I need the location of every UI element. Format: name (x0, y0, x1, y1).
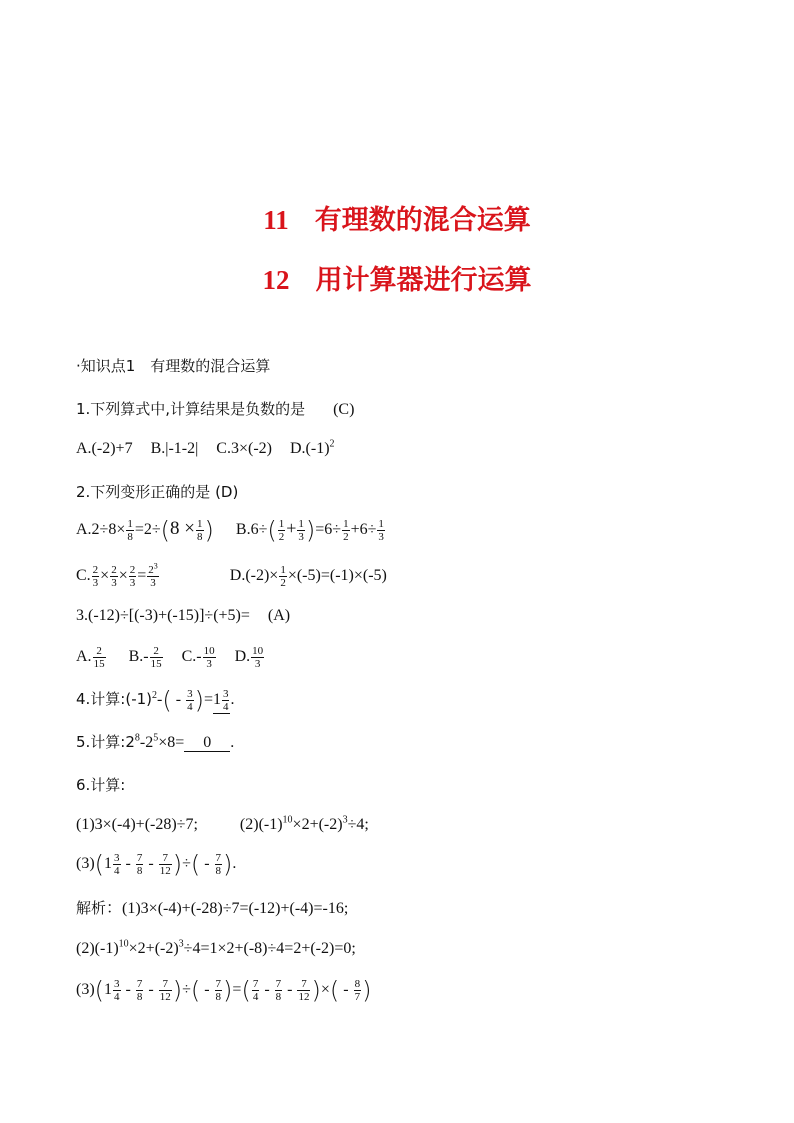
question-6-parts-1-2 (76, 815, 369, 835)
q2c-fraction-4: $\frac{2^3}{3}$ (148, 561, 158, 589)
question-1-options (76, 439, 335, 459)
solution-part-1: ：(1)3×(-4)+(-28)÷7=(-12)+(-4)=-16; (106, 900, 349, 917)
q2b-paren-left: ( (267, 516, 277, 545)
q4-part1: 4.计算:(-1) (76, 690, 153, 709)
q2c-fraction-1: $\frac{2}{3}$ (92, 564, 99, 589)
question-3-options (76, 645, 265, 670)
question-1 (76, 399, 354, 420)
q3-option-b-fraction: $\frac{2}{15}$ (150, 645, 162, 670)
question-2-stem: 2.下列变形正确的是 (D) (76, 483, 239, 501)
q1-option-a: A.(-2)+7 (76, 440, 133, 457)
q2b-fraction-3: $\frac{1}{2}$ (343, 518, 349, 543)
q2a-part3: 8 × (170, 518, 196, 540)
question-6-part-3: (3)(1 $\frac{3}{4}$ - $\frac{7}{8}$ - $\frac{7}{12}$ )÷( - $\frac{7}{8}$ ). (76, 850, 237, 879)
solution-3: (3)(1 $\frac{3}{4}$ - $\frac{7}{8}$ - $\frac{7}{12}$ )÷( - $\frac{7}{8}$ )=( $\frac{7}{4}$ - $\frac{7}{8}$ - $\frac{7}{12}$ )×( - $\frac{8}{7}$ ) (76, 976, 372, 1005)
q3-option-a-fraction: $\frac{2}{15}$ (93, 645, 105, 670)
q2d-part1: D.(-2)× (229, 567, 279, 585)
q2b-part3: +6÷ (350, 521, 377, 539)
q2a-part2: =2÷ (134, 521, 161, 539)
q5-answer-blank: 0 (184, 734, 230, 752)
q6-part-2a: (2)(-1) (239, 816, 283, 833)
title-line-1 (0, 198, 794, 237)
question-2-options-ab (76, 518, 386, 543)
q4-paren-right: ) (194, 686, 204, 715)
q3-option-d-fraction: $\frac{10}{3}$ (252, 645, 264, 670)
title-line-2 (0, 258, 794, 297)
q2c-times-2: × (118, 567, 128, 585)
q1-answer: (C) (333, 401, 355, 418)
q2b-part1: B.6÷ (235, 521, 268, 539)
solution-2: $(2)(-1)^{10}\times 2+(-2)^3\div 4=1\times 2+(-8)\div 4=2+(-2)=0$; (76, 938, 356, 957)
q2b-fraction-1: $\frac{1}{2}$ (278, 518, 285, 543)
q2a-paren-right: ) (204, 516, 214, 545)
q2d-fraction: $\frac{1}{2}$ (280, 564, 286, 589)
q2b-plus: + (286, 518, 297, 539)
q3-option-c-label: C.- (181, 648, 202, 666)
q3-answer: (A) (267, 607, 291, 624)
q4-fraction: $\frac{3}{4}$ (187, 688, 193, 713)
q3-stem: 3.(-12)÷[(-3)+(-15)]÷(+5)= (76, 607, 250, 624)
q5-part3: ×8= (158, 734, 185, 751)
q3-option-c-fraction: $\frac{10}{3}$ (203, 645, 215, 670)
q1-option-c: C.3×(-2) (216, 440, 272, 457)
q4-equals: = (203, 691, 213, 709)
q5-end: . (230, 734, 235, 751)
q6-part-2b: ×2+(-2) (292, 816, 343, 833)
solution-label: 解析 (76, 899, 107, 917)
q2a-part1: A.2÷8× (76, 521, 126, 539)
knowledge-point-heading: ·知识点1 有理数的混合运算 (76, 357, 271, 375)
q4-end: . (230, 691, 235, 709)
q6-p3-label: (3) (76, 855, 95, 873)
title-1-text: 有理数的混合运算 (314, 205, 531, 236)
q3-option-d-label: D. (234, 648, 251, 666)
q4-minus: - (171, 691, 186, 709)
question-2-options-cd (76, 561, 387, 589)
q2c-fraction-2: $\frac{2}{3}$ (111, 564, 117, 589)
q6-part-2-exp1: 10 (282, 814, 293, 826)
question-6-stem: 6.计算: (76, 776, 126, 794)
q3-option-b-label: B.- (128, 648, 149, 666)
q1-option-d-exponent: 2 (329, 438, 335, 450)
title-2-text: 用计算器进行运算 (315, 265, 532, 296)
q2b-part2: =6÷ (315, 521, 342, 539)
q1-stem: 1.下列算式中,计算结果是负数的是 (76, 400, 306, 418)
q5-exp-2: 5 (153, 732, 159, 744)
q4-paren-left: ( (162, 686, 172, 715)
solution-1 (76, 898, 348, 919)
title-2-number: 12 (262, 265, 290, 295)
q6-part-1: (1)3×(-4)+(-28)÷7; (76, 816, 198, 833)
q5-exp-1: 8 (134, 732, 140, 744)
q2c-times-1: × (100, 567, 110, 585)
q2a-paren-left: ( (160, 516, 171, 545)
q5-part1: 5.计算:2 (76, 733, 135, 751)
q5-part2: -2 (139, 734, 154, 751)
q4-part2: - (157, 691, 163, 709)
q6-part-2-exp2: 3 (342, 814, 348, 826)
q2d-part2: ×(-5)=(-1)×(-5) (287, 567, 387, 585)
q2c-equals: = (137, 567, 147, 585)
q4-exponent: 2 (152, 689, 158, 701)
q6-part-2c: ÷4; (347, 816, 369, 833)
question-3 (76, 606, 290, 626)
q1-option-b: B.|-1-2| (150, 440, 199, 457)
q2c-part1: C. (76, 567, 91, 585)
question-5 (76, 732, 234, 753)
q3-option-a-label: A. (76, 648, 92, 666)
q4-answer: 1 $\frac{3}{4}$ (212, 688, 229, 713)
q2b-paren-right: ) (305, 516, 316, 545)
q2a-fraction-2: $\frac{1}{8}$ (197, 518, 203, 543)
q2b-fraction-2: $\frac{1}{3}$ (298, 518, 304, 543)
question-4 (76, 688, 234, 714)
q1-option-d: D.(-1) (289, 440, 330, 457)
title-1-number: 11 (263, 205, 289, 235)
q2c-fraction-3: $\frac{2}{3}$ (129, 564, 136, 589)
q2b-fraction-4: $\frac{1}{3}$ (378, 518, 384, 543)
q2a-fraction-1: $\frac{1}{8}$ (127, 518, 133, 543)
